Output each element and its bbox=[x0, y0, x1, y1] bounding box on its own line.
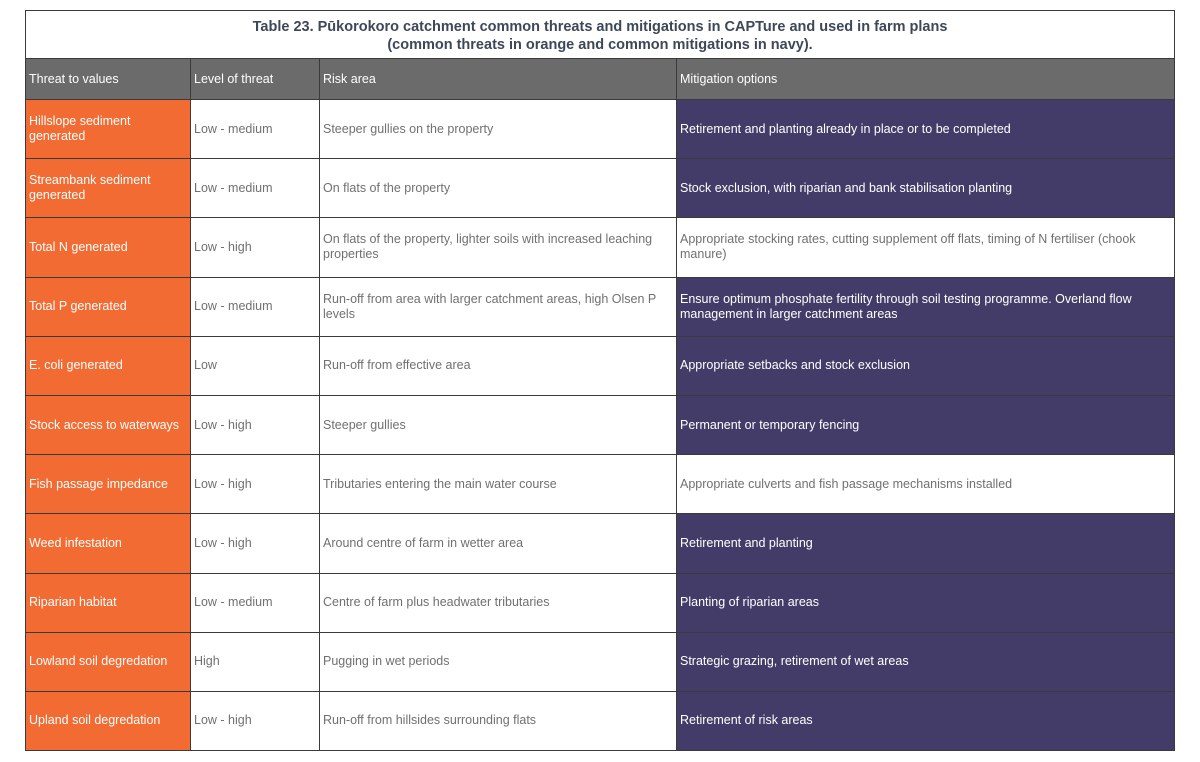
level-cell: Low bbox=[191, 336, 320, 395]
mitigation-cell: Strategic grazing, retirement of wet areas bbox=[677, 632, 1175, 691]
risk-cell: Centre of farm plus headwater tributaries bbox=[320, 573, 677, 632]
threat-cell: Riparian habitat bbox=[26, 573, 191, 632]
level-cell: Low - medium bbox=[191, 277, 320, 336]
table-row bbox=[26, 218, 1175, 277]
level-cell: Low - medium bbox=[191, 100, 320, 159]
threat-cell: Total N generated bbox=[26, 218, 191, 277]
header-row bbox=[26, 59, 1175, 100]
risk-cell: Steeper gullies on the property bbox=[320, 100, 677, 159]
threat-cell: Stock access to waterways bbox=[26, 395, 191, 454]
mitigation-cell: Appropriate culverts and fish passage mechanisms installed bbox=[677, 455, 1175, 514]
mitigation-cell: Retirement and planting already in place or to be completed bbox=[677, 100, 1175, 159]
table-title bbox=[26, 11, 1175, 59]
mitigation-cell: Retirement of risk areas bbox=[677, 691, 1175, 750]
table-body bbox=[26, 100, 1175, 751]
level-cell: Low - medium bbox=[191, 159, 320, 218]
level-cell: High bbox=[191, 632, 320, 691]
level-cell: Low - high bbox=[191, 514, 320, 573]
table-row bbox=[26, 100, 1175, 159]
table-row bbox=[26, 159, 1175, 218]
threats-table-container bbox=[25, 10, 1174, 751]
risk-cell: Steeper gullies bbox=[320, 395, 677, 454]
mitigation-cell: Permanent or temporary fencing bbox=[677, 395, 1175, 454]
level-cell: Low - high bbox=[191, 395, 320, 454]
table-row bbox=[26, 336, 1175, 395]
risk-cell: Run-off from effective area bbox=[320, 336, 677, 395]
threat-cell: Total P generated bbox=[26, 277, 191, 336]
mitigation-cell: Stock exclusion, with riparian and bank stabilisation planting bbox=[677, 159, 1175, 218]
risk-cell: On flats of the property bbox=[320, 159, 677, 218]
threat-cell: E. coli generated bbox=[26, 336, 191, 395]
table-row bbox=[26, 691, 1175, 750]
threat-cell: Streambank sediment generated bbox=[26, 159, 191, 218]
risk-cell: Pugging in wet periods bbox=[320, 632, 677, 691]
threat-cell: Hillslope sediment generated bbox=[26, 100, 191, 159]
mitigation-cell: Appropriate stocking rates, cutting supplement off flats, timing of N fertiliser (chook manure) bbox=[677, 218, 1175, 277]
threat-cell: Lowland soil degredation bbox=[26, 632, 191, 691]
table-row bbox=[26, 573, 1175, 632]
table-title-line-1: Table 23. Pūkorokoro catchment common threats and mitigations in CAPTure and used in farm plans bbox=[252, 18, 948, 35]
mitigation-cell: Appropriate setbacks and stock exclusion bbox=[677, 336, 1175, 395]
table-title-line-2: (common threats in orange and common mitigations in navy). bbox=[387, 36, 813, 53]
header-level: Level of threat bbox=[191, 59, 320, 100]
threats-mitigations-table bbox=[25, 10, 1175, 751]
threat-cell: Weed infestation bbox=[26, 514, 191, 573]
risk-cell: On flats of the property, lighter soils with increased leaching properties bbox=[320, 218, 677, 277]
header-threat: Threat to values bbox=[26, 59, 191, 100]
level-cell: Low - high bbox=[191, 691, 320, 750]
risk-cell: Tributaries entering the main water course bbox=[320, 455, 677, 514]
mitigation-cell: Planting of riparian areas bbox=[677, 573, 1175, 632]
mitigation-cell: Ensure optimum phosphate fertility through soil testing programme. Overland flow management in larger catchment areas bbox=[677, 277, 1175, 336]
table-row bbox=[26, 514, 1175, 573]
title-row bbox=[26, 11, 1175, 59]
mitigation-cell: Retirement and planting bbox=[677, 514, 1175, 573]
threat-cell: Fish passage impedance bbox=[26, 455, 191, 514]
level-cell: Low - high bbox=[191, 455, 320, 514]
level-cell: Low - medium bbox=[191, 573, 320, 632]
header-mitigation: Mitigation options bbox=[677, 59, 1175, 100]
risk-cell: Run-off from hillsides surrounding flats bbox=[320, 691, 677, 750]
level-cell: Low - high bbox=[191, 218, 320, 277]
risk-cell: Around centre of farm in wetter area bbox=[320, 514, 677, 573]
table-row bbox=[26, 455, 1175, 514]
table-row bbox=[26, 277, 1175, 336]
threat-cell: Upland soil degredation bbox=[26, 691, 191, 750]
header-risk: Risk area bbox=[320, 59, 677, 100]
table-row bbox=[26, 395, 1175, 454]
table-row bbox=[26, 632, 1175, 691]
risk-cell: Run-off from area with larger catchment areas, high Olsen P levels bbox=[320, 277, 677, 336]
